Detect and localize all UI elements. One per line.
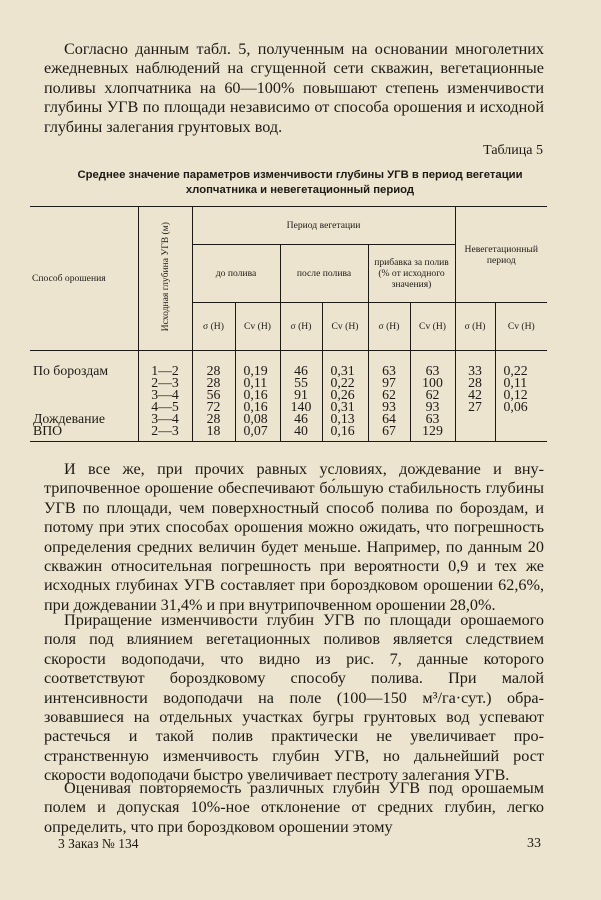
cell-before-cv: 0,08 bbox=[235, 413, 280, 425]
cell-nonveg-cv: 0,22 bbox=[495, 351, 547, 378]
cell-before-cv: 0,19 bbox=[235, 351, 280, 378]
cell-before-sigma: 28 bbox=[192, 351, 235, 378]
cell-increase-sigma: 64 bbox=[368, 413, 410, 425]
cell-nonveg-cv bbox=[495, 425, 547, 442]
table-row bbox=[30, 425, 547, 442]
cell-increase-cv: 63 bbox=[410, 413, 455, 425]
header-nonveg: Невегетационный период bbox=[455, 207, 547, 303]
cell-increase-cv: 129 bbox=[410, 425, 455, 442]
cell-increase-sigma: 97 bbox=[368, 377, 410, 389]
cell-after-cv: 0,16 bbox=[322, 425, 368, 442]
cell-after-sigma: 55 bbox=[280, 377, 322, 389]
cell-nonveg-sigma bbox=[455, 425, 495, 442]
row-method bbox=[30, 377, 138, 389]
paragraph-2: И все же, при прочих равных условиях, дождевание и внутрипочвенное орошение обеспечивают бо́льшую стабильность глубины УГВ по площади, чем поверхностный способ полива по бороздам, и потому при этих способах орошения можно ожидать, что погрешность определения средних величин будет меньше. Например, по данным 20 скважин относительная погрешность при вероятности 0,9 и тех же исходных глубинах УГВ составляет при бороздковом орошении 62,6%, при дождевании 31,4% и при внутрипочвенном орошении 28,0%. bbox=[44, 460, 544, 614]
header-before: до полива bbox=[192, 245, 280, 303]
table-caption: Среднее значение параметров изменчивости глубины УГВ в период вегетации хлопчатника и невегетационный период bbox=[77, 169, 523, 196]
cell-increase-sigma: 93 bbox=[368, 401, 410, 413]
data-table bbox=[30, 206, 547, 442]
header-depth bbox=[138, 207, 192, 351]
page-number: 33 bbox=[527, 836, 541, 851]
cell-nonveg-cv: 0,06 bbox=[495, 401, 547, 413]
header-increase: прибавка за полив (% от исходного значения) bbox=[368, 245, 455, 303]
row-depth: 4—5 bbox=[138, 401, 192, 413]
cell-nonveg-cv: 0,11 bbox=[495, 377, 547, 389]
header-vegetation: Период вегетации bbox=[192, 207, 455, 245]
table-row bbox=[30, 401, 547, 413]
table-row bbox=[30, 413, 547, 425]
row-depth: 2—3 bbox=[138, 425, 192, 442]
table-label: Таблица 5 bbox=[483, 143, 543, 158]
row-depth: 3—4 bbox=[138, 389, 192, 401]
cell-nonveg-cv: 0,12 bbox=[495, 389, 547, 401]
cell-before-cv: 0,07 bbox=[235, 425, 280, 442]
header-after: после полива bbox=[280, 245, 368, 303]
cell-after-cv: 0,31 bbox=[322, 351, 368, 378]
cell-nonveg-sigma: 33 bbox=[455, 351, 495, 378]
cell-increase-sigma: 67 bbox=[368, 425, 410, 442]
cell-after-cv: 0,22 bbox=[322, 377, 368, 389]
row-method: По бороздам bbox=[33, 363, 109, 378]
cell-after-cv: 0,26 bbox=[322, 389, 368, 401]
row-method bbox=[30, 389, 138, 401]
header-before-sigma: σ (H) bbox=[192, 303, 235, 351]
header-increase-cv: Cv (H) bbox=[410, 303, 455, 351]
header-before-cv: Cv (H) bbox=[235, 303, 280, 351]
cell-after-sigma: 91 bbox=[280, 389, 322, 401]
cell-before-sigma: 28 bbox=[192, 377, 235, 389]
paragraph-3: Приращение изменчивости глубин УГВ по площади орошаемого поля под влиянием вегетационных поливов является следствием скорости водоподачи, что видно из рис. 7, данные которого соответствуют бороздковому способу полива. При малой интенсивности водоподачи на поле (100—150 м³/га·сут.) образовавшиеся на отдельных участках бугры грунтовых вод успевают растечься и такой полив практически не увеличивает пространственную изменчивость глубин УГВ, но дальнейший рост скорости водоподачи быстро увеличивает пестроту залегания УГВ. bbox=[44, 611, 544, 785]
header-nonveg-cv: Cv (H) bbox=[495, 303, 547, 351]
cell-after-sigma: 46 bbox=[280, 413, 322, 425]
header-after-cv: Cv (H) bbox=[322, 303, 368, 351]
cell-before-sigma: 28 bbox=[192, 413, 235, 425]
row-depth: 1—2 bbox=[138, 351, 192, 378]
paragraph-4: Оценивая повторяемость различных глубин УГВ под орошаемым полем и допуская 10%-ное отклонение от средних глубин, легко определить, что при бороздковом орошении этому bbox=[44, 779, 544, 836]
cell-after-sigma: 140 bbox=[280, 401, 322, 413]
cell-nonveg-cv bbox=[495, 413, 547, 425]
header-after-sigma: σ (H) bbox=[280, 303, 322, 351]
cell-before-cv: 0,16 bbox=[235, 389, 280, 401]
cell-before-cv: 0,16 bbox=[235, 401, 280, 413]
cell-nonveg-sigma bbox=[455, 413, 495, 425]
cell-nonveg-sigma: 42 bbox=[455, 389, 495, 401]
cell-increase-cv: 62 bbox=[410, 389, 455, 401]
cell-before-sigma: 72 bbox=[192, 401, 235, 413]
cell-increase-cv: 93 bbox=[410, 401, 455, 413]
cell-after-sigma: 40 bbox=[280, 425, 322, 442]
cell-increase-cv: 63 bbox=[410, 351, 455, 378]
header-nonveg-sigma: σ (H) bbox=[455, 303, 495, 351]
cell-before-sigma: 56 bbox=[192, 389, 235, 401]
cell-increase-sigma: 62 bbox=[368, 389, 410, 401]
header-method: Способ орошения bbox=[30, 207, 138, 351]
table-row bbox=[30, 351, 547, 378]
cell-after-sigma: 46 bbox=[280, 351, 322, 378]
row-method: Дождевание bbox=[33, 411, 105, 426]
header-increase-sigma: σ (H) bbox=[368, 303, 410, 351]
cell-nonveg-sigma: 28 bbox=[455, 377, 495, 389]
row-depth: 2—3 bbox=[138, 377, 192, 389]
cell-increase-sigma: 63 bbox=[368, 351, 410, 378]
cell-increase-cv: 100 bbox=[410, 377, 455, 389]
cell-before-sigma: 18 bbox=[192, 425, 235, 442]
paragraph-1: Согласно данным табл. 5, полученным на основании многолетних ежедневных наблюдений на сгущенной сети скважин, вегетационные поливы хлопчатника на 60—100% повышают степень изменчивости глубины УГВ по площади независимо от способа орошения и исходной глубины залегания грунтовых вод. bbox=[44, 40, 544, 136]
row-method: ВПО bbox=[30, 425, 138, 442]
cell-after-cv: 0,31 bbox=[322, 401, 368, 413]
row-depth: 3—4 bbox=[138, 413, 192, 425]
cell-nonveg-sigma: 27 bbox=[455, 401, 495, 413]
header-depth-text: Исходная глубина УГВ (м) bbox=[159, 222, 171, 332]
cell-before-cv: 0,11 bbox=[235, 377, 280, 389]
cell-after-cv: 0,13 bbox=[322, 413, 368, 425]
footer-order: 3 Заказ № 134 bbox=[58, 836, 139, 851]
